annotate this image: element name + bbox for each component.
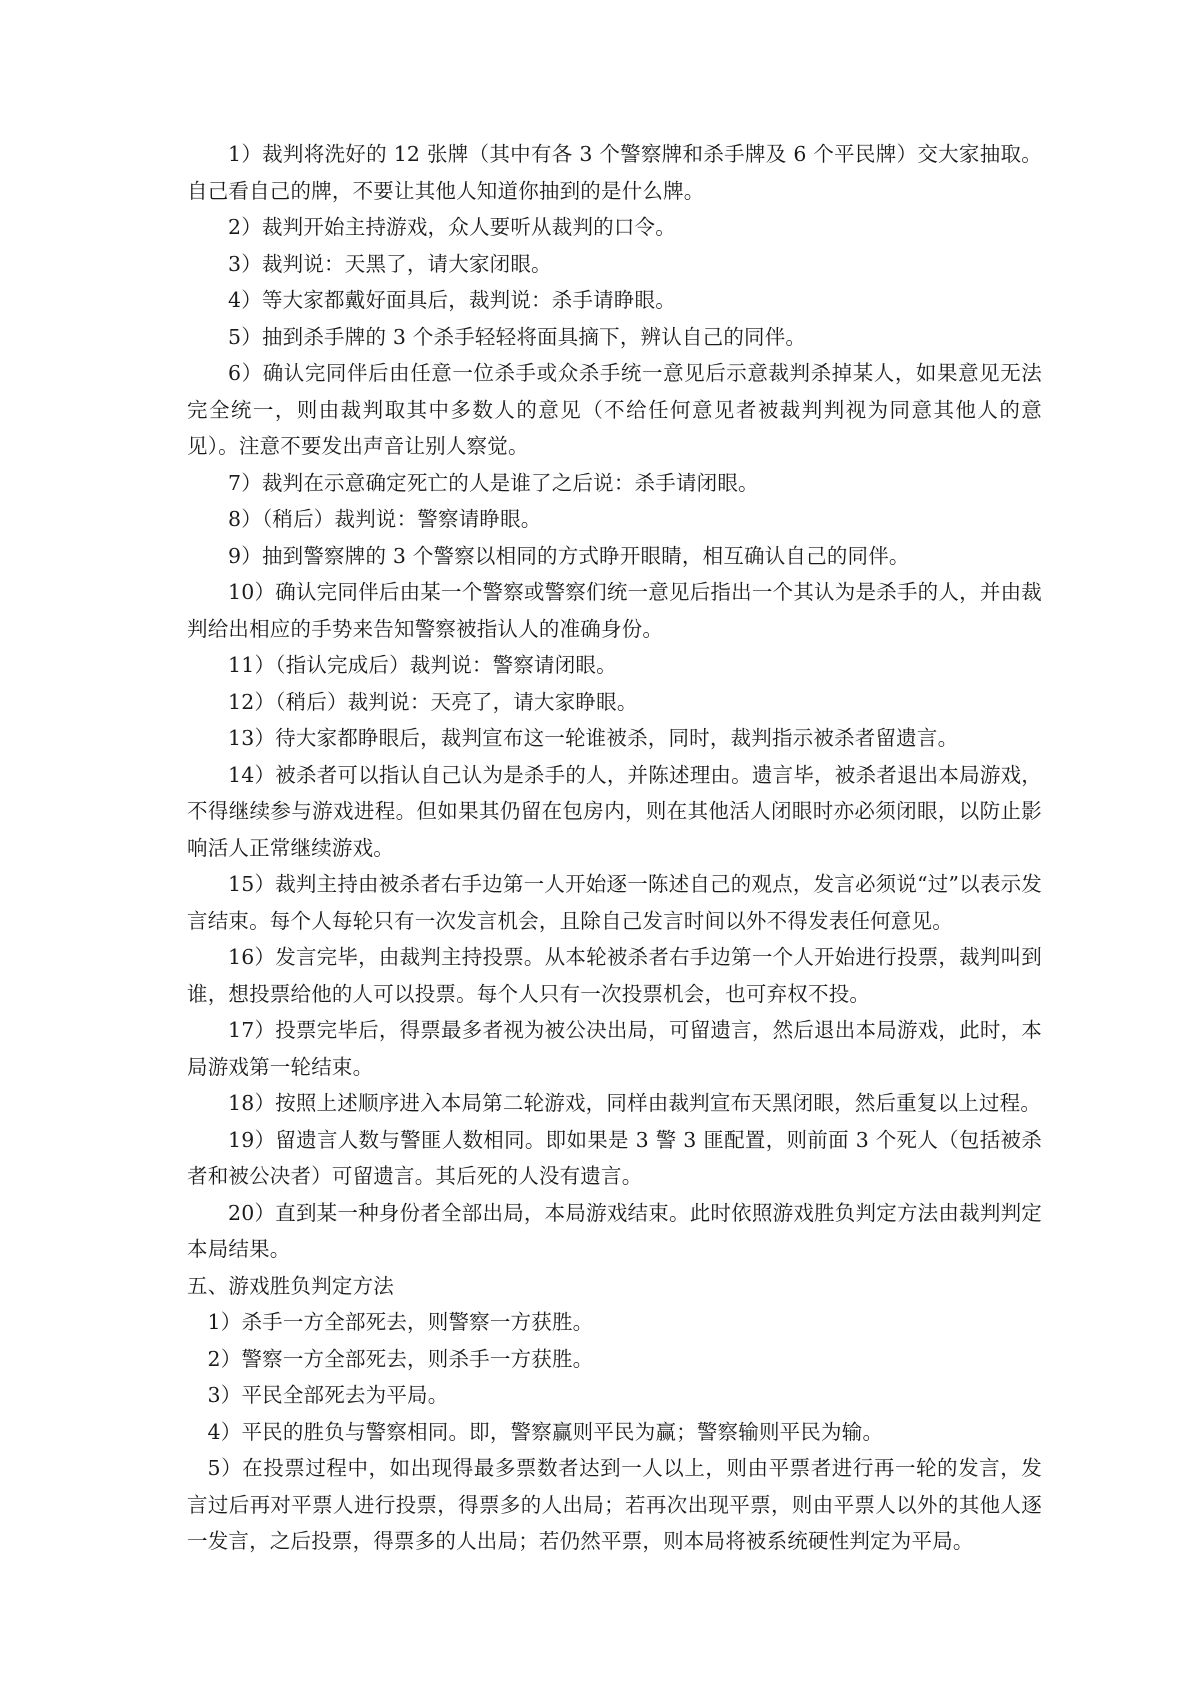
step-4: 4）等大家都戴好面具后，裁判说：杀手请睁眼。 (228, 288, 676, 312)
step-5: 5）抽到杀手牌的 3 个杀手轻轻将面具摘下，辨认自己的同伴。 (228, 324, 807, 349)
step-20: 20）直到某一种身份者全部出局，本局游戏结束。此时依照游戏胜负判定方法由裁判判定本局结果。 (187, 1200, 1042, 1261)
step-10: 10）确认完同伴后由某一个警察或警察们统一意见后指出一个其认为是杀手的人，并由裁判给出相应的手势来告知警察被指认人的准确身份。 (187, 580, 1042, 641)
step-2: 2）裁判开始主持游戏，众人要听从裁判的口令。 (228, 215, 676, 239)
step-7: 7）裁判在示意确定死亡的人是谁了之后说：杀手请闭眼。 (228, 470, 759, 495)
step-3: 3）裁判说：天黑了，请大家闭眼。 (228, 251, 552, 276)
rule-1: 1）杀手一方全部死去，则警察一方获胜。 (207, 1310, 594, 1334)
step-8: 8）（稍后）裁判说：警察请睁眼。 (228, 507, 542, 531)
document-page (187, 136, 1042, 1560)
step-17: 17）投票完毕后，得票最多者视为被公决出局，可留遗言，然后退出本局游戏，此时，本局游戏第一轮结束。 (187, 1018, 1042, 1079)
rule-2: 2）警察一方全部死去，则杀手一方获胜。 (207, 1346, 594, 1371)
step-13: 13）待大家都睁眼后，裁判宣布这一轮谁被杀，同时，裁判指示被杀者留遗言。 (228, 726, 959, 750)
step-12: 12）（稍后）裁判说：天亮了，请大家睁眼。 (228, 689, 638, 714)
step-19: 19）留遗言人数与警匪人数相同。即如果是 3 警 3 匪配置，则前面 3 个死人（包括被杀者和被公决者）可留遗言。其后死的人没有遗言。 (187, 1127, 1042, 1188)
rule-4: 4）平民的胜负与警察相同。即，警察赢则平民为赢；警察输则平民为输。 (207, 1419, 884, 1444)
step-18: 18）按照上述顺序进入本局第二轮游戏，同样由裁判宣布天黑闭眼，然后重复以上过程。 (228, 1091, 1042, 1115)
step-6: 6）确认完同伴后由任意一位杀手或众杀手统一意见后示意裁判杀掉某人，如果意见无法完全统一，则由裁判取其中多数人的意见（不给任何意见者被裁判判视为同意其他人的意见）。注意不要发出声音让别人察觉。 (187, 361, 1042, 458)
step-14: 14）被杀者可以指认自己认为是杀手的人，并陈述理由。遗言毕，被杀者退出本局游戏，不得继续参与游戏进程。但如果其仍留在包房内，则在其他活人闭眼时亦必须闭眼，以防止影响活人正常继续游戏。 (187, 762, 1042, 860)
step-1: 1）裁判将洗好的 12 张牌（其中有各 3 个警察牌和杀手牌及 6 个平民牌）交大家抽取。自己看自己的牌，不要让其他人知道你抽到的是什么牌。 (187, 142, 1042, 203)
section-heading: 五、游戏胜负判定方法 (187, 1273, 394, 1298)
rule-5: 5）在投票过程中，如出现得最多票数者达到一人以上，则由平票者进行再一轮的发言，发言过后再对平票人进行投票，得票多的人出局；若再次出现平票，则由平票人以外的其他人逐一发言，之后投票，得票多的人出局；若仍然平票，则本局将被系统硬性判定为平局。 (187, 1456, 1042, 1553)
step-9: 9）抽到警察牌的 3 个警察以相同的方式睁开眼睛，相互确认自己的同伴。 (228, 543, 910, 568)
step-16: 16）发言完毕，由裁判主持投票。从本轮被杀者右手边第一个人开始进行投票，裁判叫到谁，想投票给他的人可以投票。每个人只有一次投票机会，也可弃权不投。 (187, 945, 1042, 1006)
step-15: 15）裁判主持由被杀者右手边第一人开始逐一陈述自己的观点，发言必须说“过”以表示发言结束。每个人每轮只有一次发言机会，且除自己发言时间以外不得发表任何意见。 (187, 872, 1042, 933)
step-11: 11）（指认完成后）裁判说：警察请闭眼。 (228, 653, 617, 677)
rule-3: 3）平民全部死去为平局。 (207, 1383, 449, 1407)
